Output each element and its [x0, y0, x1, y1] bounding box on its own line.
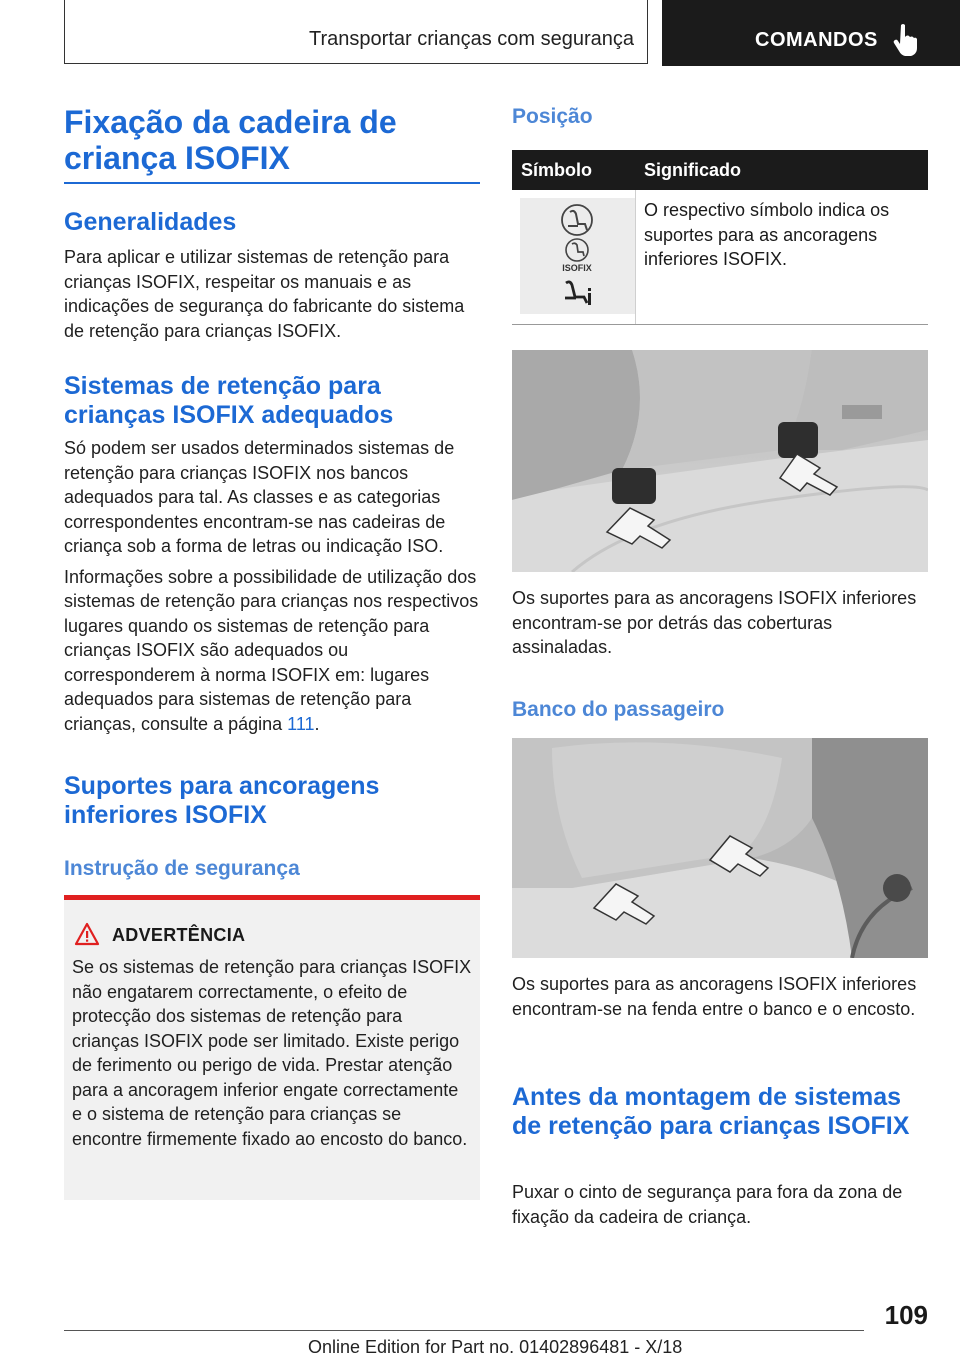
isofix-label-icon — [562, 239, 592, 273]
systems-text-2-end: . — [314, 713, 320, 734]
table-bottom-rule — [512, 324, 928, 325]
title-underline — [64, 182, 480, 184]
footer-rule — [64, 1330, 864, 1331]
general-text: Para aplicar e utilizar sistemas de retenção para crianças ISOFIX, respeitar os manuais e as indicações de segurança do fabricante do sistema de retenção para crianças ISOFIX. — [64, 247, 465, 341]
symbol-meaning-text: O respectivo símbolo indica os suportes para as ancoragens inferiores ISOFIX. — [644, 200, 890, 269]
isofix-info-icon — [565, 282, 591, 305]
warning-text: Se os sistemas de retenção para crianças ISOFIX não engatarem correctamente, o efeito de protecção dos sistemas de retenção para crianças ISOFIX pode ser limitado. Existe perigo de ferimento ou perigo de vida. Prestar atenção para a ancoragem inferior engate correctamente e o sistema de retenção para crianças se encontre firmemente fixado ao encosto do banco. — [72, 957, 472, 1149]
passenger-seat-isofix-photo — [512, 738, 928, 958]
page-reference-link[interactable]: 111 — [287, 713, 315, 734]
page-number: 109 — [884, 1300, 928, 1330]
before-mounting-text: Puxar o cinto de segurança para fora da zona de fixação da cadeira de criança. — [512, 1182, 903, 1227]
rear-seat-isofix-photo — [512, 350, 928, 572]
hand-pointer-icon — [893, 22, 923, 56]
table-column-divider — [635, 190, 636, 325]
section-label: COMANDOS — [755, 29, 878, 51]
isofix-seat-icon — [562, 205, 592, 235]
header-title: Transportar crianças com segurança — [309, 28, 634, 50]
systems-paragraph — [64, 436, 484, 742]
column-header-symbol: Símbolo — [521, 160, 592, 180]
systems-text-1: Só podem ser usados determinados sistemas de retenção para crianças ISOFIX nos bancos adequados para tal. As classes e as categorias correspondentes encontram-se nas cadeiras de criança sob a forma de letras ou indicação ISO. — [64, 438, 455, 556]
heading-general: Generalidades — [64, 208, 237, 236]
symbol-cell — [520, 198, 635, 314]
caption-rear-seat: Os suportes para as ancoragens ISOFIX inferiores encontram-se por detrás das coberturas assinaladas. — [512, 588, 917, 657]
heading-systems: Sistemas de retenção para crianças ISOFIX adequados — [64, 372, 394, 429]
warning-triangle-icon — [74, 922, 100, 946]
heading-before-mounting: Antes da montagem de sistemas de retenção para crianças ISOFIX — [512, 1083, 910, 1140]
heading-anchors: Suportes para ancoragens inferiores ISOFIX — [64, 772, 380, 829]
general-paragraph — [64, 245, 484, 349]
heading-passenger-seat: Banco do passageiro — [512, 698, 725, 721]
heading-position: Posição — [512, 105, 593, 128]
systems-text-2 — [64, 565, 484, 737]
heading-safety: Instrução de segurança — [64, 857, 300, 880]
main-title: Fixação da cadeira de criança ISOFIX — [64, 104, 397, 176]
symbol-isofix-label: ISOFIX — [562, 263, 592, 273]
footer-edition: Online Edition for Part no. 01402896481 - X/18 — [308, 1337, 683, 1357]
column-header-meaning: Significado — [644, 160, 742, 180]
warning-title: ADVERTÊNCIA — [112, 925, 246, 945]
isofix-symbols-icon — [520, 198, 635, 314]
systems-text-2-body: Informações sobre a possibilidade de utilização dos sistemas de retenção para crianças nos respectivos lugares quando os sistemas de retenção para crianças ISOFIX são adequados ou corresponderem à norma ISOFIX em: lugares adequados para sistemas de retenção para crianças, consulte a página — [64, 566, 479, 734]
caption-passenger-seat: Os suportes para as ancoragens ISOFIX inferiores encontram-se na fenda entre o banco e o encosto. — [512, 974, 917, 1019]
